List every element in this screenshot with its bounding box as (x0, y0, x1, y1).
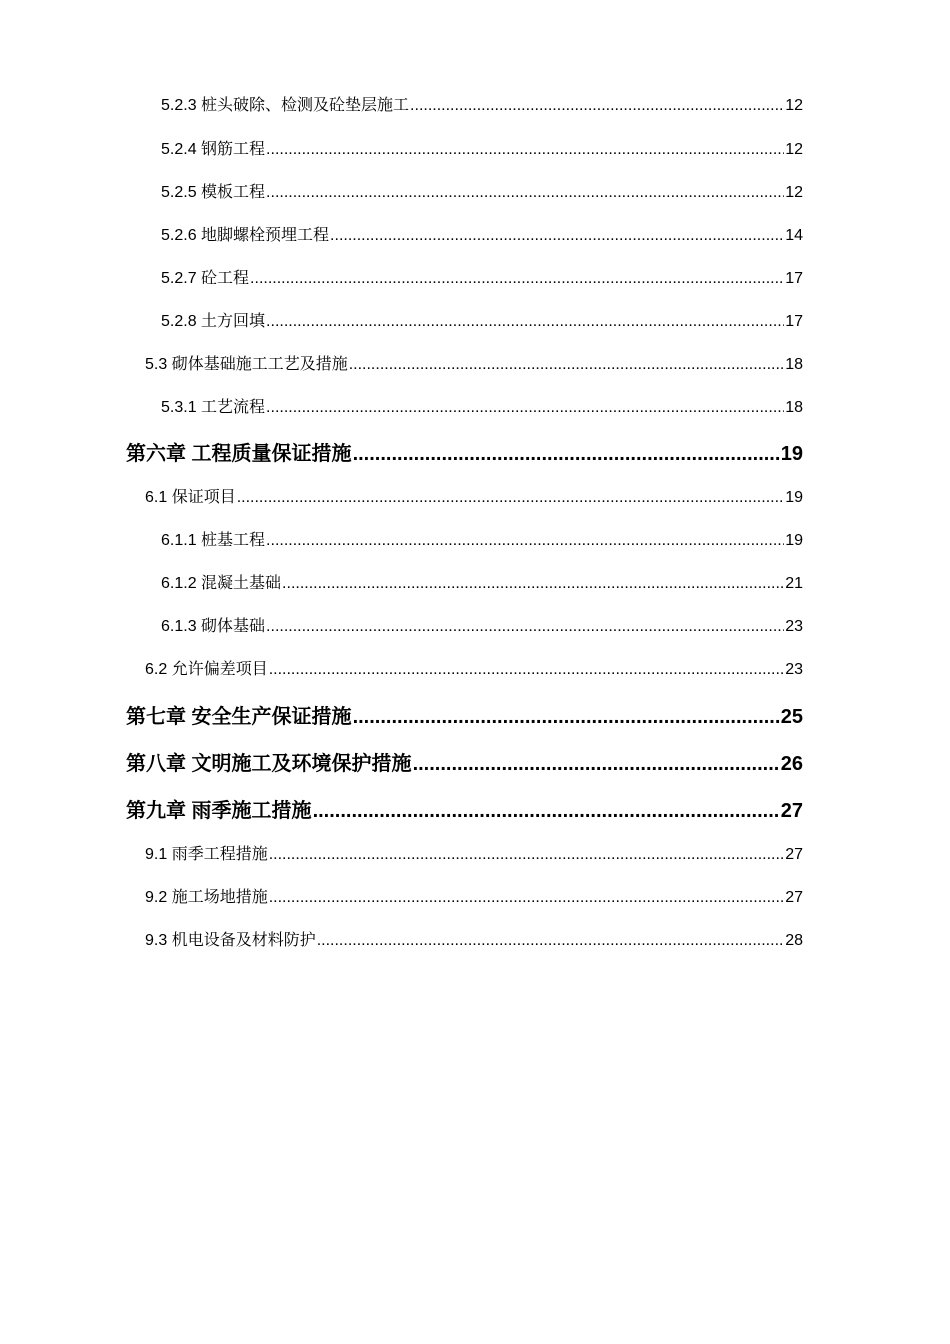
toc-entry-page: 19 (785, 532, 803, 549)
toc-entry[interactable] (161, 570, 803, 593)
toc-entry[interactable] (161, 222, 803, 245)
toc-entry-page: 27 (780, 800, 803, 822)
toc-leader-dots (330, 227, 784, 245)
toc-chapter-entry[interactable] (126, 747, 803, 776)
toc-entry-title: 5.3.1 工艺流程 (161, 399, 266, 416)
toc-leader-dots (266, 618, 784, 636)
toc-entry-page: 25 (780, 706, 803, 728)
toc-entry-page: 12 (785, 97, 803, 114)
toc-entry[interactable] (161, 613, 803, 636)
toc-entry-title: 6.2 允许偏差项目 (145, 661, 268, 678)
toc-entry[interactable] (145, 484, 803, 507)
toc-entry-page: 21 (785, 575, 803, 592)
toc-leader-dots (282, 575, 784, 593)
toc-entry[interactable] (145, 884, 803, 907)
toc-leader-dots (250, 270, 784, 288)
toc-entry-title: 6.1.3 砌体基础 (161, 618, 266, 635)
toc-leader-dots (269, 661, 785, 679)
toc-entry-title: 5.3 砌体基础施工工艺及措施 (145, 356, 348, 373)
toc-entry-title: 6.1.2 混凝土基础 (161, 575, 282, 592)
toc-leader-dots (266, 313, 784, 331)
toc-entry-page: 12 (785, 184, 803, 201)
toc-entry-title: 第六章 工程质量保证措施 (126, 443, 352, 465)
toc-entry[interactable] (161, 265, 803, 288)
toc-leader-dots (349, 356, 785, 374)
toc-entry-title: 5.2.3 桩头破除、检测及砼垫层施工 (161, 97, 410, 114)
toc-entry[interactable] (145, 927, 803, 950)
toc-entry[interactable] (145, 351, 803, 374)
toc-entry[interactable] (145, 656, 803, 679)
toc-entry[interactable] (161, 92, 803, 115)
toc-leader-dots (269, 846, 785, 864)
toc-leader-dots (266, 399, 784, 417)
toc-leader-dots (317, 932, 785, 950)
toc-leader-dots (266, 184, 784, 202)
toc-chapter-entry[interactable] (126, 437, 803, 466)
toc-leader-dots (266, 532, 784, 550)
toc-leader-dots (266, 141, 784, 159)
toc-entry-title: 6.1 保证项目 (145, 489, 236, 506)
toc-entry-page: 23 (785, 661, 803, 678)
toc-entry-title: 9.2 施工场地措施 (145, 889, 268, 906)
toc-entry[interactable] (145, 841, 803, 864)
toc-chapter-entry[interactable] (126, 700, 803, 729)
toc-entry[interactable] (161, 527, 803, 550)
toc-entry-title: 9.1 雨季工程措施 (145, 846, 268, 863)
toc-entry-title: 第八章 文明施工及环境保护措施 (126, 753, 412, 775)
toc-entry-title: 5.2.8 土方回填 (161, 313, 266, 330)
toc-entry-page: 27 (785, 846, 803, 863)
toc-entry-title: 5.2.5 模板工程 (161, 184, 266, 201)
toc-entry-page: 19 (785, 489, 803, 506)
toc-entry-title: 第七章 安全生产保证措施 (126, 706, 352, 728)
toc-leader-dots (269, 889, 785, 907)
toc-entry-page: 27 (785, 889, 803, 906)
toc-entry-page: 19 (780, 443, 803, 465)
toc-chapter-entry[interactable] (126, 794, 803, 823)
toc-leader-dots (353, 443, 780, 466)
toc-entry[interactable] (161, 179, 803, 202)
toc-leader-dots (410, 97, 784, 115)
toc-entry-page: 23 (785, 618, 803, 635)
toc-leader-dots (353, 706, 780, 729)
toc-entry-title: 5.2.4 钢筋工程 (161, 141, 266, 158)
toc-entry-page: 17 (785, 313, 803, 330)
toc-entry-page: 12 (785, 141, 803, 158)
toc-entry-page: 17 (785, 270, 803, 287)
toc-leader-dots (313, 800, 780, 823)
toc-leader-dots (237, 489, 785, 507)
toc-entry[interactable] (161, 394, 803, 417)
toc-leader-dots (413, 753, 780, 776)
toc-entry-title: 5.2.7 砼工程 (161, 270, 250, 287)
toc-entry-title: 6.1.1 桩基工程 (161, 532, 266, 549)
toc-entry-page: 18 (785, 399, 803, 416)
toc-entry-page: 28 (785, 932, 803, 949)
toc-entry[interactable] (161, 308, 803, 331)
toc-entry-page: 14 (785, 227, 803, 244)
toc-entry-title: 5.2.6 地脚螺栓预埋工程 (161, 227, 330, 244)
toc-entry-title: 9.3 机电设备及材料防护 (145, 932, 316, 949)
toc-entry-page: 18 (785, 356, 803, 373)
toc-entry-title: 第九章 雨季施工措施 (126, 800, 312, 822)
toc-entry[interactable] (161, 136, 803, 159)
toc-entry-page: 26 (780, 753, 803, 775)
